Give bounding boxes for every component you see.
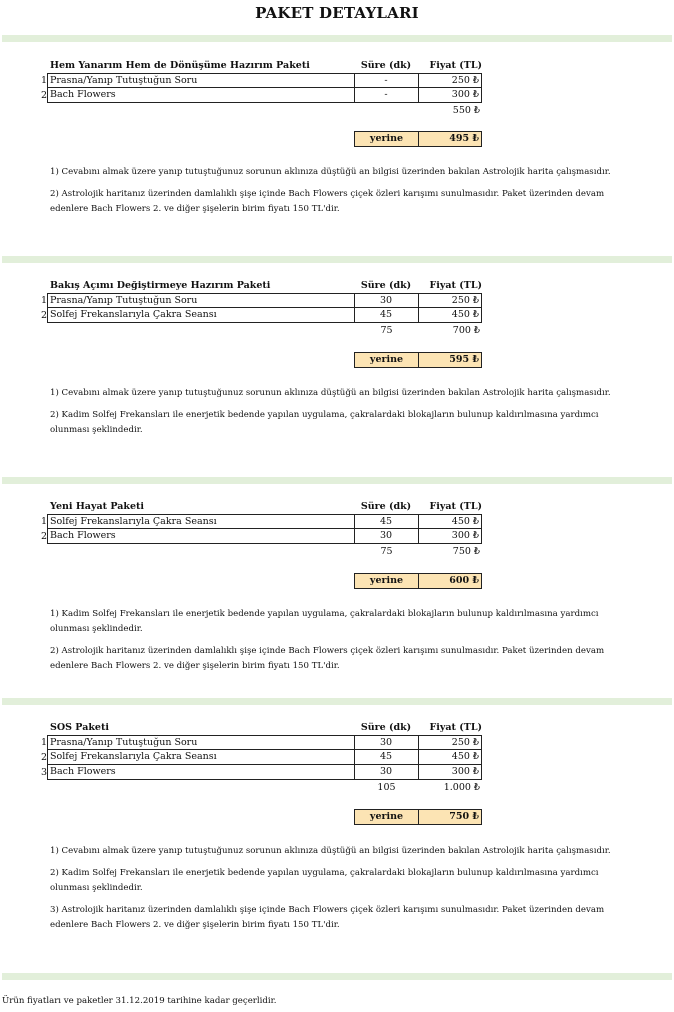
offer-label: yerine <box>355 132 419 146</box>
item-name: Solfej Frekanslarıyla Çakra Seansı <box>47 308 355 323</box>
duration-header: Süre (dk) <box>360 60 412 71</box>
note: 3) Astrolojik haritanız üzerinden damlalıklı şişe içinde Bach Flowers çiçek özleri karışımı sunulmasıdır. Paket üzerinden devam edenlere Bach Flowers 2. ve diğer şişelerin birim fiyatı 150 TL'dir. <box>50 905 605 930</box>
package-notes <box>50 165 630 224</box>
item-price: 300 ₺ <box>418 529 482 544</box>
total-price: 550 ₺ <box>452 105 480 116</box>
table-row <box>0 514 674 529</box>
note: 1) Cevabını almak üzere yanıp tutuştuğunuz sorunun aklınıza düştüğü an bilgisi üzerinden bakılan Astrolojik harita çalışmasıdır. <box>50 388 611 398</box>
note: 1) Kadim Solfej Frekansları ile enerjetik bedende yapılan uygulama, çakralardaki blokajların bulunup kaldırılmasına yardımcı olunması şeklindedir. <box>50 609 599 634</box>
item-name: Prasna/Yanıp Tutuştuğun Soru <box>47 735 355 750</box>
table-row <box>0 73 674 88</box>
item-name: Solfej Frekanslarıyla Çakra Seansı <box>47 514 355 529</box>
item-price: 300 ₺ <box>418 765 482 780</box>
item-duration: - <box>354 88 419 103</box>
table-row <box>0 735 674 750</box>
row-number: 1 <box>40 737 47 748</box>
offer-price: 750 ₺ <box>449 811 479 822</box>
price-header: Fiyat (TL) <box>429 501 482 512</box>
item-price: 250 ₺ <box>418 73 482 88</box>
total-duration: 75 <box>380 325 393 336</box>
item-duration: - <box>354 73 419 88</box>
item-price: 450 ₺ <box>418 308 482 323</box>
row-number: 3 <box>40 767 47 778</box>
price-header: Fiyat (TL) <box>429 722 482 733</box>
item-name: Bach Flowers <box>47 765 355 780</box>
section-divider <box>2 477 672 484</box>
table-row <box>0 750 674 765</box>
table-row <box>0 765 674 780</box>
table-row <box>0 88 674 103</box>
package-title: Yeni Hayat Paketi <box>50 501 144 512</box>
totals-row <box>0 103 674 118</box>
totals-row <box>0 544 674 559</box>
item-name: Prasna/Yanıp Tutuştuğun Soru <box>47 73 355 88</box>
item-duration: 45 <box>354 308 419 323</box>
note: 1) Cevabını almak üzere yanıp tutuştuğunuz sorunun aklınıza düştüğü an bilgisi üzerinden bakılan Astrolojik harita çalışmasıdır. <box>50 846 611 856</box>
table-row <box>0 308 674 323</box>
offer-price: 600 ₺ <box>449 575 479 586</box>
total-duration: 105 <box>377 782 396 793</box>
offer-box <box>354 573 482 589</box>
offer-label: yerine <box>355 574 419 588</box>
offer-box <box>354 809 482 825</box>
section-divider <box>2 35 672 42</box>
price-header: Fiyat (TL) <box>429 280 482 291</box>
item-price: 450 ₺ <box>418 514 482 529</box>
note: 2) Kadim Solfej Frekansları ile enerjetik bedende yapılan uygulama, çakralardaki blokajların bulunup kaldırılmasına yardımcı olunması şeklindedir. <box>50 410 599 435</box>
row-number: 1 <box>40 295 47 306</box>
offer-price: 595 ₺ <box>449 354 479 365</box>
item-price: 450 ₺ <box>418 750 482 765</box>
item-name: Solfej Frekanslarıyla Çakra Seansı <box>47 750 355 765</box>
section-divider <box>2 973 672 980</box>
package-title: Bakış Açımı Değiştirmeye Hazırım Paketi <box>50 280 271 291</box>
item-name: Bach Flowers <box>47 88 355 103</box>
row-number: 2 <box>40 531 47 542</box>
section-divider <box>2 256 672 263</box>
item-duration: 45 <box>354 750 419 765</box>
section-divider <box>2 698 672 705</box>
total-price: 1.000 ₺ <box>443 782 480 793</box>
item-duration: 45 <box>354 514 419 529</box>
duration-header: Süre (dk) <box>360 722 412 733</box>
offer-box <box>354 131 482 147</box>
row-number: 2 <box>40 752 47 763</box>
total-duration: 75 <box>380 546 393 557</box>
duration-header: Süre (dk) <box>360 280 412 291</box>
validity-footer: Ürün fiyatları ve paketler 31.12.2019 tarihine kadar geçerlidir. <box>2 996 277 1006</box>
item-duration: 30 <box>354 735 419 750</box>
row-number: 1 <box>40 75 47 86</box>
item-duration: 30 <box>354 765 419 780</box>
item-price: 250 ₺ <box>418 293 482 308</box>
item-duration: 30 <box>354 529 419 544</box>
total-price: 700 ₺ <box>452 325 480 336</box>
package-title: Hem Yanarım Hem de Dönüşüme Hazırım Paketi <box>50 60 310 71</box>
offer-label: yerine <box>355 353 419 367</box>
package-notes <box>50 844 630 940</box>
item-name: Prasna/Yanıp Tutuştuğun Soru <box>47 293 355 308</box>
item-duration: 30 <box>354 293 419 308</box>
offer-price: 495 ₺ <box>449 133 479 144</box>
item-name: Bach Flowers <box>47 529 355 544</box>
package-notes <box>50 607 630 681</box>
note: 2) Astrolojik haritanız üzerinden damlalıklı şişe içinde Bach Flowers çiçek özleri karışımı sunulmasıdır. Paket üzerinden devam edenlere Bach Flowers 2. ve diğer şişelerin birim fiyatı 150 TL'dir. <box>50 189 605 214</box>
row-number: 2 <box>40 90 47 101</box>
offer-label: yerine <box>355 810 419 824</box>
row-number: 1 <box>40 516 47 527</box>
total-price: 750 ₺ <box>452 546 480 557</box>
note: 1) Cevabını almak üzere yanıp tutuştuğunuz sorunun aklınıza düştüğü an bilgisi üzerinden bakılan Astrolojik harita çalışmasıdır. <box>50 167 611 177</box>
offer-box <box>354 352 482 368</box>
page-title: PAKET DETAYLARI <box>255 4 419 22</box>
package-notes <box>50 386 630 445</box>
table-row <box>0 529 674 544</box>
note: 2) Astrolojik haritanız üzerinden damlalıklı şişe içinde Bach Flowers çiçek özleri karışımı sunulmasıdır. Paket üzerinden devam edenlere Bach Flowers 2. ve diğer şişelerin birim fiyatı 150 TL'dir. <box>50 646 605 671</box>
note: 2) Kadim Solfej Frekansları ile enerjetik bedende yapılan uygulama, çakralardaki blokajların bulunup kaldırılmasına yardımcı olunması şeklindedir. <box>50 868 599 893</box>
item-price: 250 ₺ <box>418 735 482 750</box>
price-header: Fiyat (TL) <box>429 60 482 71</box>
item-price: 300 ₺ <box>418 88 482 103</box>
totals-row <box>0 323 674 338</box>
duration-header: Süre (dk) <box>360 501 412 512</box>
row-number: 2 <box>40 310 47 321</box>
table-row <box>0 293 674 308</box>
package-title: SOS Paketi <box>50 722 109 733</box>
totals-row <box>0 780 674 795</box>
